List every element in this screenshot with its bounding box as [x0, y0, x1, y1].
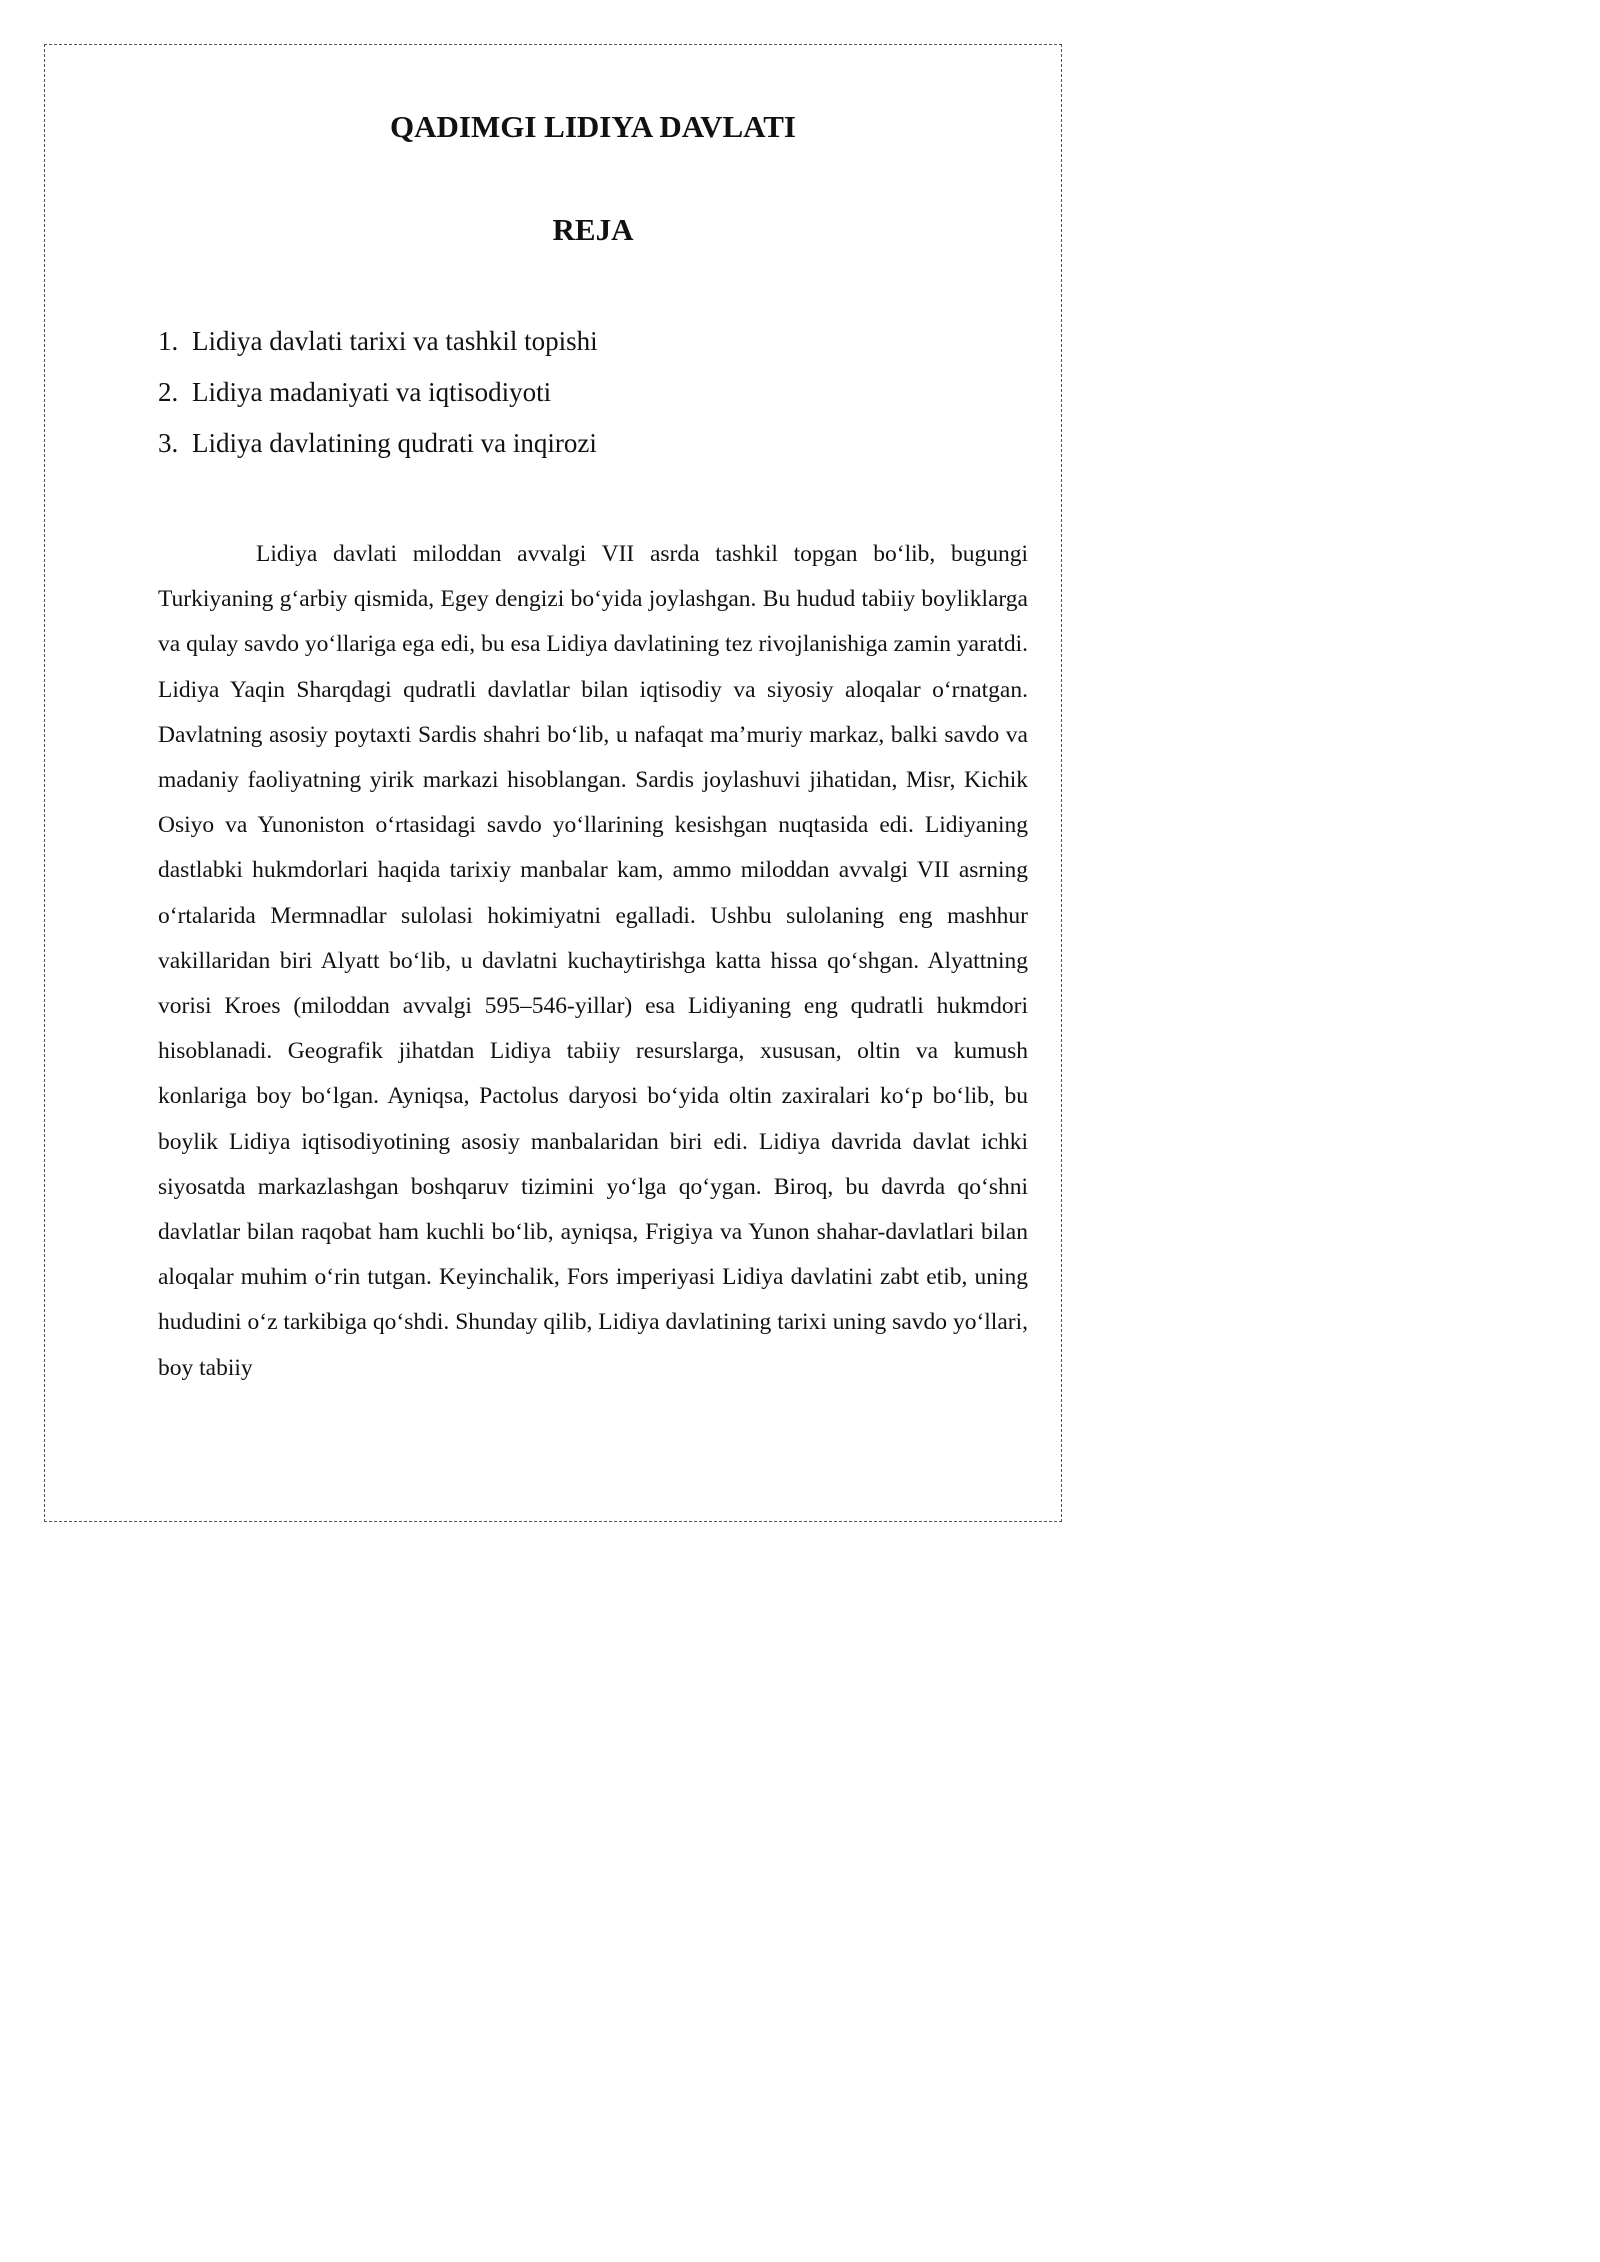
body-paragraph: Lidiya davlati miloddan avvalgi VII asrda tashkil topgan bo‘lib, bugungi Turkiyaning g‘arbiy qismida, Egey dengizi bo‘yida joylashgan. Bu hudud tabiiy boyliklarga va qulay savdo yo‘llariga ega edi, bu esa Lidiya davlatining tez rivojlanishiga zamin yaratdi. Lidiya Yaqin Sharqdagi qudratli davlatlar bilan iqtisodiy va siyosiy aloqalar o‘rnatgan. Davlatning asosiy poytaxti Sardis shahri bo‘lib, u nafaqat ma’muriy markaz, balki savdo va madaniy faoliyatning yirik markazi hisoblangan. Sardis joylashuvi jihatidan, Misr, Kichik Osiyo va Yunoniston o‘rtasidagi savdo yo‘llarining kesishgan nuqtasida edi. Lidiyaning dastlabki hukmdorlari haqida tarixiy manbalar kam, ammo miloddan avvalgi VII asrning o‘rtalarida Mermnadlar sulolasi hokimiyatni egalladi. Ushbu sulolaning eng mashhur vakillaridan biri Alyatt bo‘lib, u davlatni kuchaytirishga katta hissa qo‘shgan. Alyattning vorisi Kroes (miloddan avvalgi 595–546-yillar) esa Lidiyaning eng qudratli hukmdori hisoblanadi. Geografik jihatdan Lidiya tabiiy resurslarga, xususan, oltin va kumush konlariga boy bo‘lgan. Ayniqsa, Pactolus daryosi bo‘yida oltin zaxiralari ko‘p bo‘lib, bu boylik Lidiya iqtisodiyotining asosiy manbalaridan biri edi. Lidiya davrida davlat ichki siyosatda markazlashgan boshqaruv tizimini yo‘lga qo‘ygan. Biroq, bu davrda qo‘shni davlatlar bilan raqobat ham kuchli bo‘lib, ayniqsa, Frigiya va Yunon shahar-davlatlari bilan aloqalar muhim o‘rin tutgan. Keyinchalik, Fors imperiyasi Lidiya davlatini zabt etib, uning hududini o‘z tarkibiga qo‘shdi. Shunday qilib, Lidiya davlatining tarixi uning savdo yo‘llari, boy tabiiy — [158, 541, 1028, 1381]
plan-heading: REJA — [552, 212, 634, 247]
plan-item — [158, 316, 598, 367]
document-title: QADIMGI LIDIYA DAVLATI — [390, 109, 796, 144]
plan-item — [158, 418, 598, 469]
plan-item — [158, 367, 598, 418]
plan-item-number: 2. — [158, 377, 179, 407]
plan-item-text: Lidiya davlati tarixi va tashkil topishi — [192, 326, 598, 356]
plan-item-number: 1. — [158, 326, 179, 356]
plan-list — [158, 316, 598, 469]
plan-item-text: Lidiya madaniyati va iqtisodiyoti — [192, 377, 552, 407]
plan-item-text: Lidiya davlatining qudrati va inqirozi — [192, 428, 597, 458]
plan-item-number: 3. — [158, 428, 179, 458]
